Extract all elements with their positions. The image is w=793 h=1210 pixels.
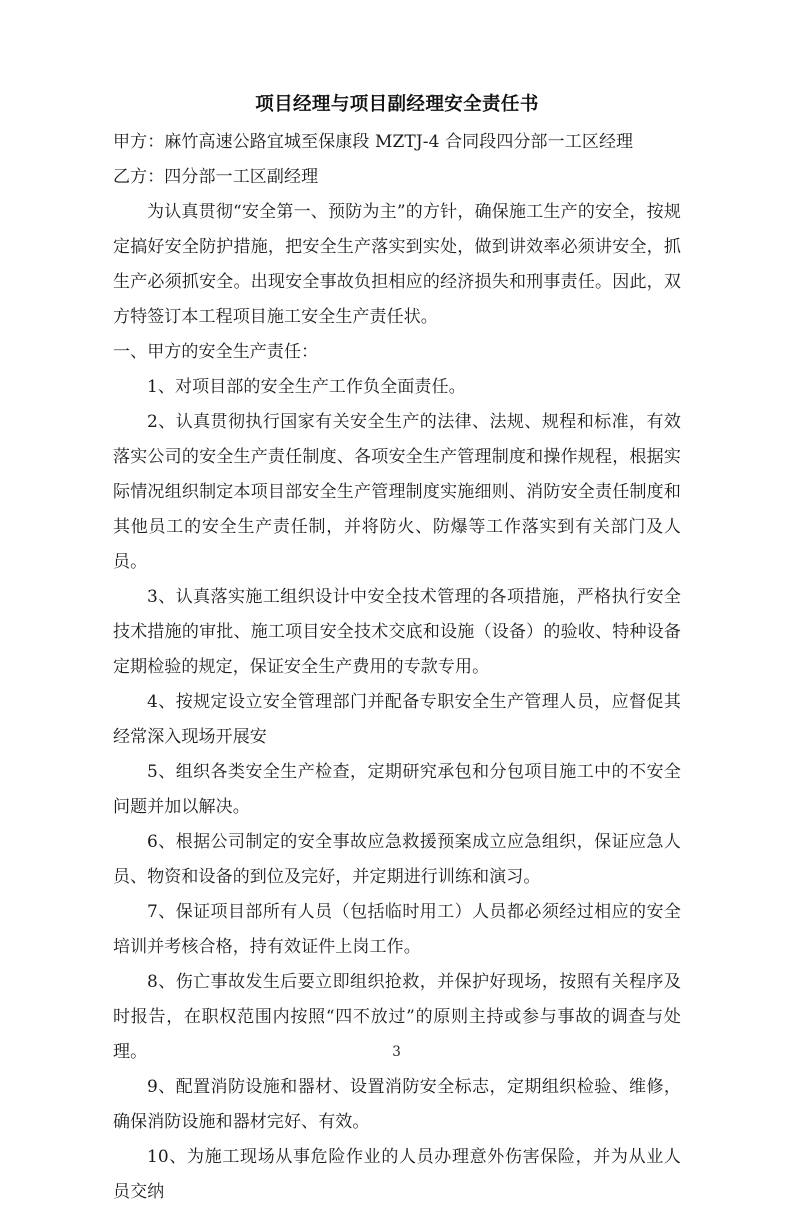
duty-item-4: 4、按规定设立安全管理部门并配备专职安全生产管理人员，应督促其经常深入现场开展安 xyxy=(113,692,681,747)
duty-item-2: 2、认真贯彻执行国家有关安全生产的法律、法规、规程和标准，有效落实公司的安全生产责任制度、各项安全生产管理制度和操作规程，根据实际情况组织制定本项目部安全生产管理制度实施细则、消防安全责任制度和其他员工的安全生产责任制，并将防火、防爆等工作落实到有关部门及人员。 xyxy=(113,412,681,572)
section-heading-party-a-duties: 一、甲方的安全生产责任： xyxy=(113,342,319,362)
party-b-line: 乙方：四分部一工区副经理 xyxy=(113,167,319,187)
document-body xyxy=(113,88,681,1210)
duty-item-3: 3、认真落实施工组织设计中安全技术管理的各项措施，严格执行安全技术措施的审批、施工项目安全技术交底和设施（设备）的验收、特种设备定期检验的规定，保证安全生产费用的专款专用。 xyxy=(113,587,681,677)
duty-item-6: 6、根据公司制定的安全事故应急救援预案成立应急组织，保证应急人员、物资和设备的到位及完好，并定期进行训练和演习。 xyxy=(113,832,681,887)
duty-item-8: 8、伤亡事故发生后要立即组织抢救，并保护好现场，按照有关程序及时报告，在职权范围内按照“四不放过”的原则主持或参与事故的调查与处理。 xyxy=(113,972,681,1062)
preamble-paragraph: 为认真贯彻“安全第一、预防为主”的方针，确保施工生产的安全，按规定搞好安全防护措施，把安全生产落实到实处，做到讲效率必须讲安全，抓生产必须抓安全。出现安全事故负担相应的经济损失和刑事责任。因此，双方特签订本工程项目施工安全生产责任状。 xyxy=(113,202,681,327)
duty-item-9: 9、配置消防设施和器材、设置消防安全标志，定期组织检验、维修，确保消防设施和器材完好、有效。 xyxy=(113,1077,681,1132)
party-a-line: 甲方：麻竹高速公路宜城至保康段 MZTJ-4 合同段四分部一工区经理 xyxy=(113,132,634,152)
page-title: 项目经理与项目副经理安全责任书 xyxy=(255,94,539,115)
page-number: 3 xyxy=(392,1044,401,1060)
duty-item-1: 1、对项目部的安全生产工作负全面责任。 xyxy=(147,377,466,397)
duty-item-10: 10、为施工现场从事危险作业的人员办理意外伤害保险，并为从业人员交纳 xyxy=(113,1147,681,1202)
duty-item-7: 7、保证项目部所有人员（包括临时用工）人员都必须经过相应的安全培训并考核合格，持有效证件上岗工作。 xyxy=(113,902,681,957)
duty-item-5: 5、组织各类安全生产检查，定期研究承包和分包项目施工中的不安全问题并加以解决。 xyxy=(113,762,681,817)
